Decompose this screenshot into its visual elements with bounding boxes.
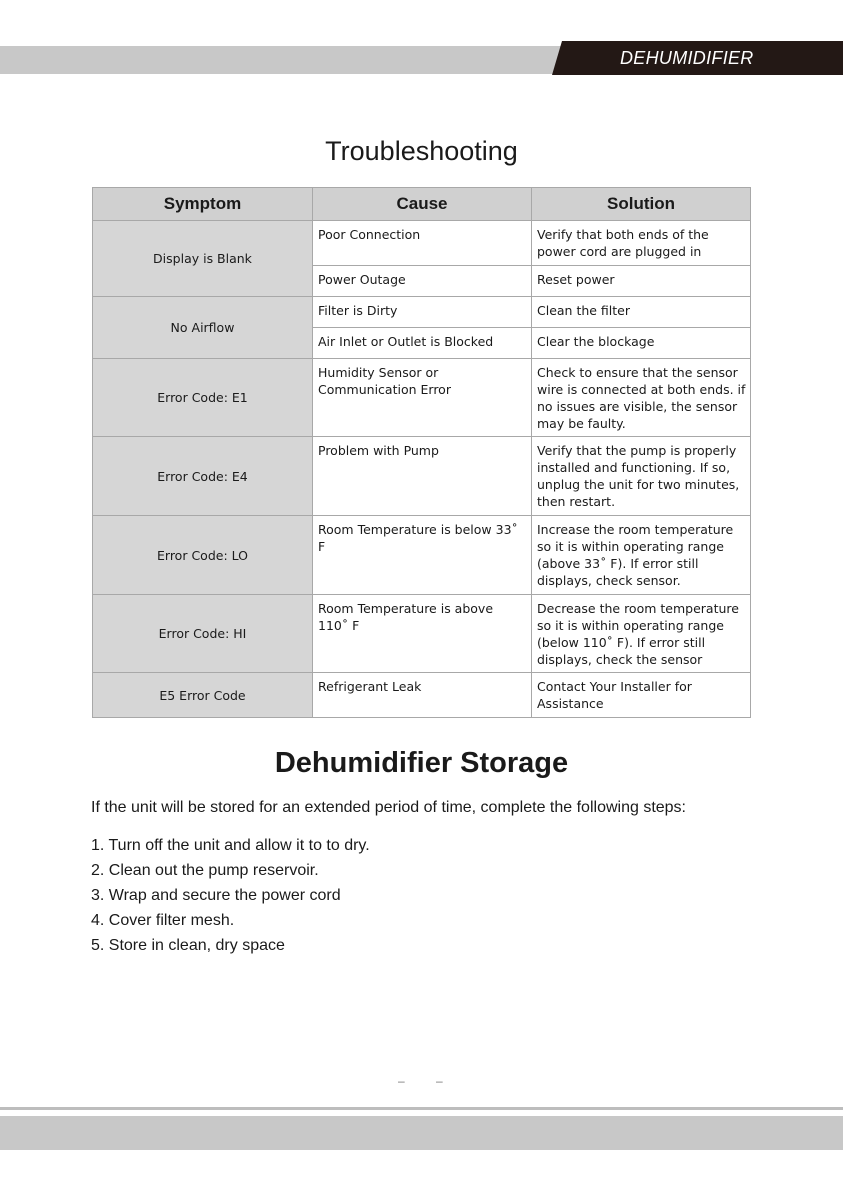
solution-cell: Increase the room temperature so it is within operating range (above 33˚ F). If error still displays, check sensor. [532, 516, 751, 595]
storage-steps [91, 833, 370, 958]
table-header-row [93, 188, 751, 221]
solution-cell: Clean the filter [532, 297, 751, 328]
cause-cell: Problem with Pump [313, 437, 532, 516]
table-row [93, 673, 751, 718]
storage-title: Dehumidifier Storage [274, 747, 569, 779]
symptom-cell: Error Code: HI [93, 595, 313, 673]
table-row [93, 437, 751, 516]
symptom-cell: Error Code: E4 [93, 437, 313, 516]
table-row [93, 221, 751, 266]
column-header-symptom: Symptom [93, 188, 313, 221]
symptom-cell: E5 Error Code [93, 673, 313, 718]
troubleshooting-title: Troubleshooting [325, 136, 518, 166]
list-item: 3. Wrap and secure the power cord [91, 887, 341, 904]
cause-cell: Room Temperature is below 33˚ F [313, 516, 532, 595]
symptom-cell: Error Code: E1 [93, 359, 313, 437]
solution-cell: Decrease the room temperature so it is within operating range (below 110˚ F). If error still displays, check the sensor [532, 595, 751, 673]
solution-cell: Clear the blockage [532, 328, 751, 359]
symptom-cell: Display is Blank [93, 221, 313, 297]
cause-cell: Air Inlet or Outlet is Blocked [313, 328, 532, 359]
footer-bar [0, 1116, 843, 1150]
storage-intro: If the unit will be stored for an extended period of time, complete the following steps: [91, 799, 686, 816]
brand-label: DEHUMIDIFIER [620, 48, 754, 68]
table-row [93, 516, 751, 595]
table-row [93, 595, 751, 673]
symptom-cell: No Airflow [93, 297, 313, 359]
table-row [93, 359, 751, 437]
solution-cell: Check to ensure that the sensor wire is connected at both ends. if no issues are visible, the sensor may be faulty. [532, 359, 751, 437]
footer-divider [0, 1107, 843, 1110]
cause-cell: Filter is Dirty [313, 297, 532, 328]
solution-cell: Verify that both ends of the power cord are plugged in [532, 221, 751, 266]
solution-cell: Verify that the pump is properly installed and functioning. If so, unplug the unit for two minutes, then restart. [532, 437, 751, 516]
page-number: – – [398, 1074, 457, 1088]
cause-cell: Room Temperature is above 110˚ F [313, 595, 532, 673]
list-item: 2. Clean out the pump reservoir. [91, 862, 319, 879]
list-item: 4. Cover filter mesh. [91, 912, 235, 929]
table-row [93, 297, 751, 328]
cause-cell: Refrigerant Leak [313, 673, 532, 718]
cause-cell: Poor Connection [313, 221, 532, 266]
solution-cell: Reset power [532, 266, 751, 297]
cause-cell: Humidity Sensor or Communication Error [313, 359, 532, 437]
column-header-solution: Solution [532, 188, 751, 221]
symptom-cell: Error Code: LO [93, 516, 313, 595]
troubleshooting-table [92, 187, 751, 718]
column-header-cause: Cause [313, 188, 532, 221]
list-item: 1. Turn off the unit and allow it to to dry. [91, 837, 370, 854]
cause-cell: Power Outage [313, 266, 532, 297]
list-item: 5. Store in clean, dry space [91, 937, 285, 954]
solution-cell: Contact Your Installer for Assistance [532, 673, 751, 718]
